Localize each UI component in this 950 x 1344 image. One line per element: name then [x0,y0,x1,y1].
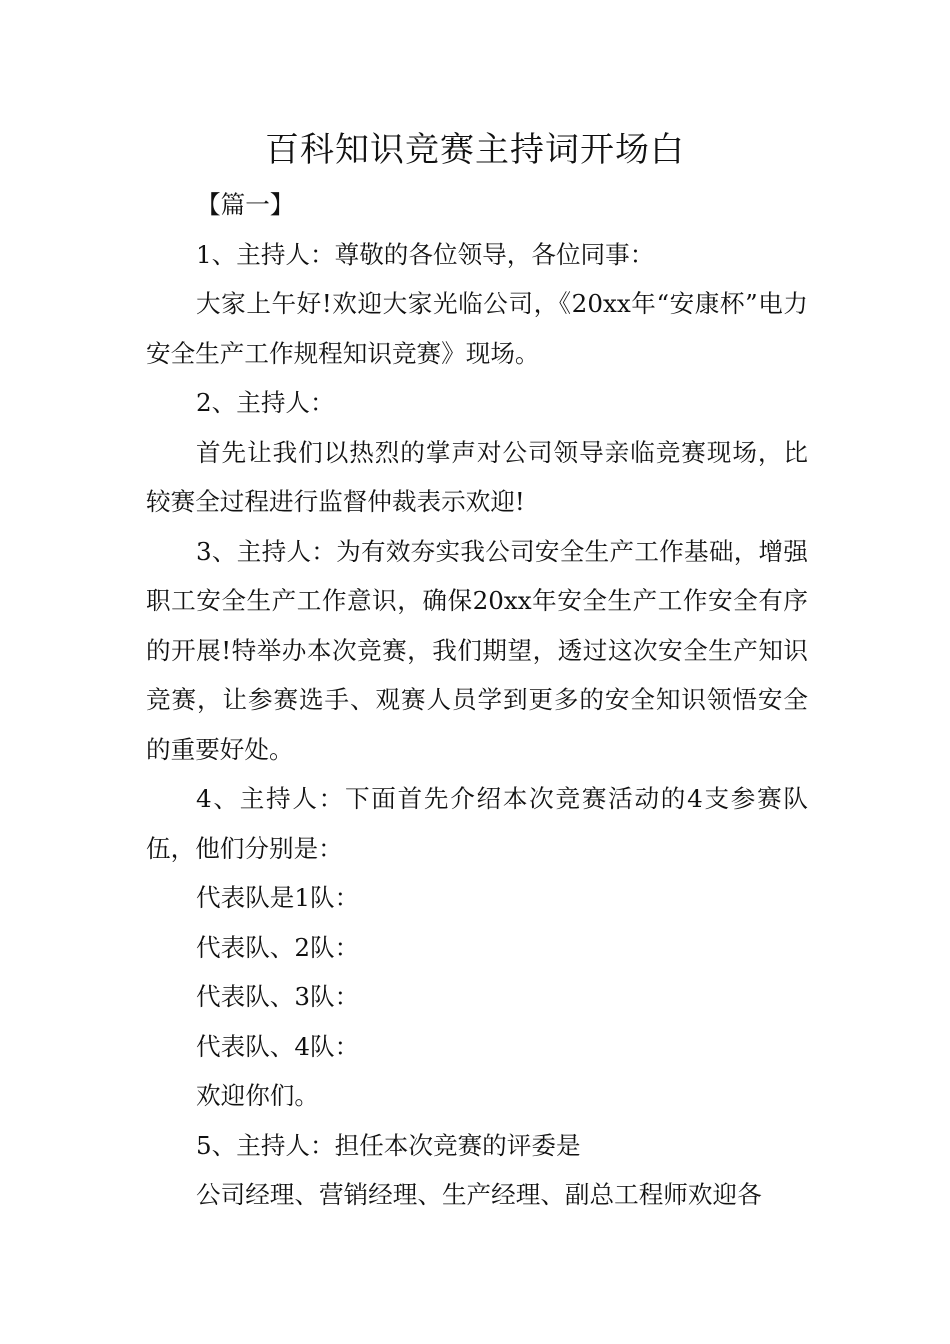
paragraph: 4、主持人：下面首先介绍本次竞赛活动的4支参赛队伍，他们分别是： [146,784,808,863]
paragraph: 2、主持人： [196,388,335,417]
paragraph: 代表队、3队： [196,982,360,1011]
document-title: 百科知识竞赛主持词开场白 [265,130,685,170]
paragraph: 公司经理、营销经理、生产经理、副总工程师欢迎各 [196,1180,762,1209]
paragraph: 3、主持人：为有效夯实我公司安全生产工作基础，增强职工安全生产工作意识，确保20xx年安全生产工作安全有序的开展!特举办本次竞赛，我们期望，透过这次安全生产知识竞赛，让参赛选手、观赛人员学到更多的安全知识领悟安全的重要好处。 [146,536,808,764]
paragraph: 大家上午好!欢迎大家光临公司，《20xx年“安康杯”电力安全生产工作规程知识竞赛》现场。 [146,289,808,368]
document-body [146,180,808,1220]
paragraph: 代表队、4队： [196,1031,360,1061]
paragraph: 5、主持人：担任本次竞赛的评委是 [196,1130,581,1160]
paragraph: 代表队、2队： [196,932,360,962]
paragraph: 欢迎你们。 [196,1081,319,1110]
paragraph: 代表队是1队： [196,883,360,912]
paragraph: 首先让我们以热烈的掌声对公司领导亲临竞赛现场，比较赛全过程进行监督仲裁表示欢迎! [146,437,808,516]
section-heading: 【篇一】 [196,190,295,219]
paragraph: 1、主持人：尊敬的各位领导，各位同事： [196,239,655,269]
